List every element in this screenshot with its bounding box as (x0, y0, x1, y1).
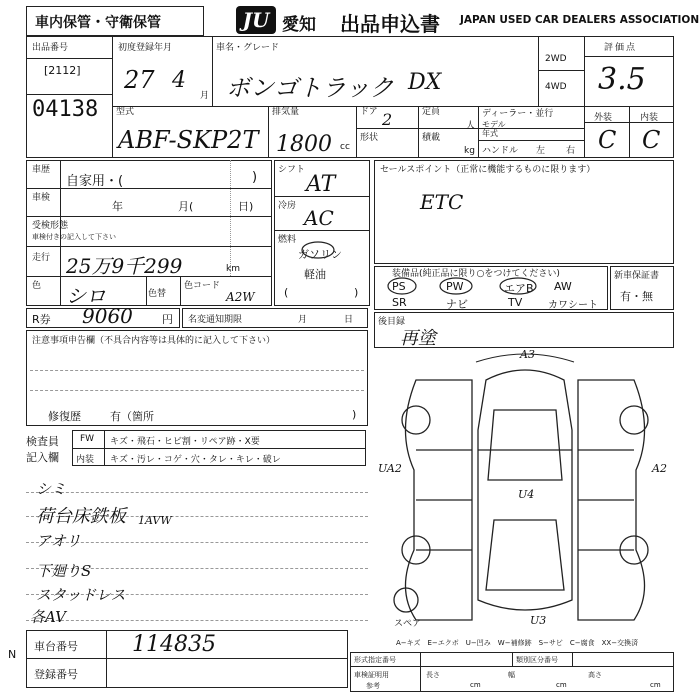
inspector-label: 検査員記入欄 (26, 435, 59, 464)
fw-label: FW (80, 434, 95, 444)
interior-items: キズ・汚レ・コゲ・穴・タレ・キレ・破レ (110, 455, 281, 465)
doors-value: 2 (382, 110, 393, 129)
dealer-label: ディーラー・並行 (482, 109, 554, 119)
rear-value: 再塗 (400, 328, 436, 349)
mileage-label: 走行 (32, 253, 51, 263)
recycle-unit: 円 (162, 313, 173, 326)
diag-ua2: UA2 (378, 462, 402, 475)
spec-cm3: cm (650, 681, 661, 689)
remark-1: 荷台床鉄板 (36, 506, 126, 527)
car-name-label: 車名・グレード (216, 43, 280, 53)
lot-sub: [2112] (44, 64, 81, 77)
aircon-label: 冷房 (278, 201, 297, 211)
history-label: 車歴 (32, 165, 51, 175)
diag-legend: A−キズ E−エクボ U−凹み W−補修跡 S−サビ C−腐食 XX−交換済 (396, 639, 639, 647)
registration-label: 登録番号 (34, 668, 78, 681)
first-reg-month: 4 (172, 68, 186, 93)
equip-label: 装備品(純正品に限り○をつけてください) (392, 269, 560, 279)
mileage-value: 25万9千299 (66, 254, 183, 278)
first-reg-month-unit: 月 (200, 91, 210, 101)
aircon-value: AC (304, 206, 334, 230)
spec-height: 高さ (588, 671, 602, 679)
fuel-gas: ガソリン (298, 248, 342, 261)
selling-box (374, 160, 674, 264)
equip-sr: SR (392, 296, 407, 309)
inspection-label: 車検 (32, 193, 51, 203)
remark-0: シミ (36, 480, 67, 498)
selling-value: ETC (420, 190, 464, 214)
side-mark: N (8, 648, 17, 661)
remark-6: 各AV (30, 608, 66, 626)
notes-label: 注意事項申告欄（不具合内容等は具体的に記入して下さい） (32, 336, 276, 346)
equip-circles (386, 276, 586, 296)
load-label: 積載 (422, 133, 441, 143)
storage-box (26, 6, 204, 36)
fuel-paren-close: ) (354, 286, 359, 299)
diag-spare: スペア (394, 619, 422, 629)
first-reg-year: 27 (124, 66, 155, 94)
shift-label: シフト (278, 165, 306, 175)
load-unit: kg (464, 146, 475, 156)
cc-unit: cc (340, 142, 350, 152)
int-label: 内装 (640, 113, 659, 123)
spec-ref: 参考 (366, 682, 380, 690)
handle-label: ハンドル (482, 146, 519, 156)
model-label: 型式 (116, 107, 135, 117)
handle-right: 右 (566, 146, 576, 156)
model-year-label: モデル年式 (482, 120, 506, 138)
remark-5: スタッドレス (36, 586, 126, 604)
doors-label: ドア (360, 107, 378, 117)
grade-value: 3.5 (598, 62, 646, 97)
equip-pw: PW (446, 280, 464, 293)
english-title: JAPAN USED CAR DEALERS ASSOCIATION (460, 14, 700, 26)
color-value: シロ (66, 284, 106, 308)
remark-3: アオリ (36, 532, 81, 550)
ext-grade: C (598, 126, 617, 154)
spec-class-label: 類別区分番号 (516, 656, 558, 664)
cc-value: 1800 (276, 132, 332, 157)
storage-label: 車内保管・守衛保管 (35, 15, 161, 31)
remark-4: 下廻りS (36, 562, 92, 580)
namechange-label: 名変通知期限 (188, 315, 243, 325)
drive-4wd: 4WD (545, 82, 567, 92)
diag-u4: U4 (518, 488, 535, 501)
spec-length: 長さ (426, 671, 440, 679)
color-code-value: A2W (226, 290, 255, 304)
color-label: 色 (32, 281, 42, 291)
fuel-gas-circle (300, 240, 336, 260)
handle-left: 左 (536, 146, 546, 156)
spec-cm1: cm (470, 681, 481, 689)
equip-aw: AW (554, 280, 572, 293)
drive-2wd: 2WD (545, 54, 567, 64)
diag-u3: U3 (530, 614, 547, 627)
chassis-value: 114835 (132, 632, 216, 657)
fuel-diesel: 軽油 (304, 268, 326, 281)
equip-navi: ナビ (446, 298, 468, 311)
recycle-label: R券 (32, 313, 51, 326)
history-value: 自家用・( (66, 174, 124, 189)
model-value: ABF-SKP2T (118, 126, 259, 154)
warranty-label: 新車保証書 (614, 271, 660, 281)
shape-label: 形状 (360, 133, 379, 143)
equip-airbag: エアB (504, 282, 534, 295)
spec-cert-label: 車検証明用 (354, 671, 389, 679)
namechange-day: 日 (344, 315, 354, 325)
org-name: 愛知 (282, 15, 316, 35)
color-change-label: 色替 (148, 289, 167, 299)
rear-label: 後目録 (378, 317, 406, 327)
first-reg-label: 初度登録年月 (118, 43, 173, 53)
receive-label: 受検形態 (32, 221, 69, 231)
shift-value: AT (306, 172, 336, 197)
selling-label: セールスポイント（正常に機能するものに限ります） (380, 165, 596, 175)
int-grade: C (642, 126, 661, 154)
form-title: 出品申込書 (340, 12, 440, 36)
equip-ps: PS (392, 280, 406, 293)
fw-items: キズ・飛石・ヒビ割・リペア跡・X要 (110, 437, 260, 447)
warranty-value: 有・無 (620, 290, 653, 303)
chassis-label: 車台番号 (34, 640, 78, 653)
diag-a2: A2 (652, 462, 667, 475)
namechange-month: 月 (298, 315, 308, 325)
car-grade-value: DX (408, 70, 442, 95)
inspection-day: 日) (238, 200, 254, 213)
spec-width: 幅 (508, 671, 515, 679)
color-code-label: 色コード (184, 281, 221, 291)
mileage-unit: km (226, 264, 240, 274)
inspection-month: 月( (178, 200, 194, 213)
car-name-value: ボンゴトラック (226, 74, 394, 102)
repair-close: ) (352, 408, 357, 421)
history-close: ) (252, 170, 258, 185)
remark-2: 1AVW (138, 514, 172, 527)
repair-label: 修復歴 (48, 410, 81, 423)
capacity-label: 定員 (422, 107, 441, 117)
fuel-paren-open: ( (284, 286, 289, 299)
lot-number: 04138 (32, 97, 99, 122)
spec-cm2: cm (556, 681, 567, 689)
interior-label: 内装 (76, 455, 95, 465)
fuel-label: 燃料 (278, 235, 297, 245)
diag-a3: A3 (520, 348, 535, 361)
equip-tv: TV (508, 296, 523, 309)
repair-value: 有（箇所 (110, 410, 154, 423)
cc-label: 排気量 (272, 107, 300, 117)
receive-note: 車検付きの記入して下さい (32, 233, 116, 241)
recycle-value: 9060 (82, 304, 133, 328)
equip-leather: カワシート (548, 300, 598, 311)
ju-logo: JU (236, 6, 276, 34)
capacity-unit: 人 (466, 121, 476, 131)
grade-label: 評価点 (604, 43, 638, 53)
inspection-year: 年 (112, 200, 123, 213)
ext-label: 外装 (594, 113, 613, 123)
spec-type-label: 形式指定番号 (354, 656, 396, 664)
lot-label: 出品番号 (32, 43, 69, 53)
